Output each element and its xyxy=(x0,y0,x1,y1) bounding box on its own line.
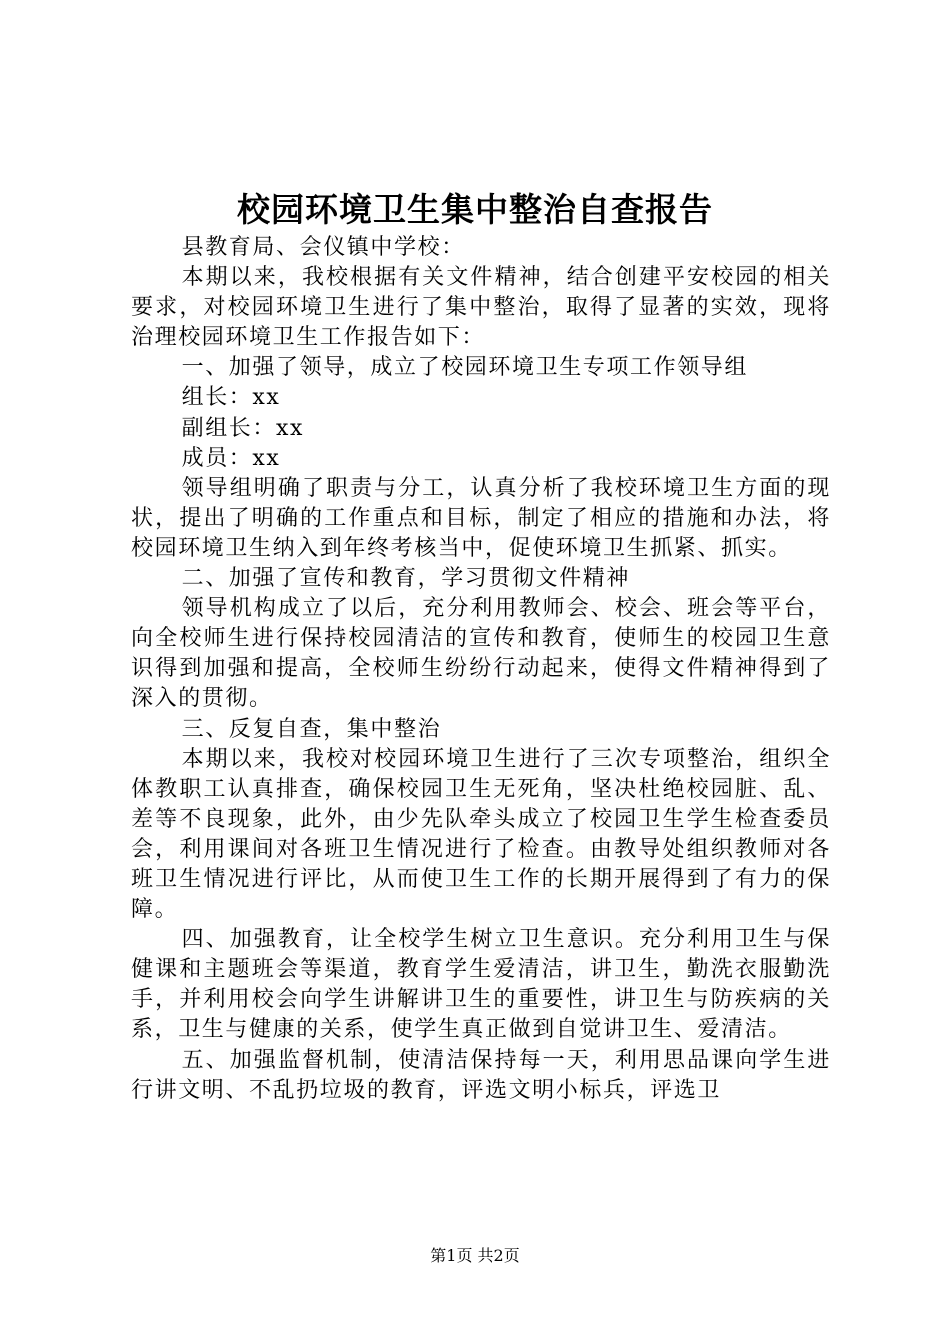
section-heading-1: 一、加强了领导，成立了校园环境卫生专项工作领导组 xyxy=(181,355,748,381)
paragraph-intro: 本期以来，我校根据有关文件精神，结合创建平安校园的相关要求，对校园环境卫生进行了集中整治，取得了显著的实效，现将治理校园环境卫生工作报告如下： xyxy=(131,265,831,351)
document-title: 校园环境卫生集中整治自查报告 xyxy=(237,190,713,229)
paragraph-deputy-leader: 副组长：xx xyxy=(181,415,305,441)
document-body xyxy=(131,233,831,1106)
paragraph-recipient: 县教育局、会仪镇中学校： xyxy=(181,235,465,260)
paragraph-section-3-body: 本期以来，我校对校园环境卫生进行了三次专项整治，组织全体教职工认真排查，确保校园卫生无死角，坚决杜绝校园脏、乱、差等不良现象，此外，由少先队牵头成立了校园卫生学生检查委员会，利用课间对各班卫生情况进行了检查。由教导处组织教师对各班卫生情况进行评比，从而使卫生工作的长期开展得到了有力的保障。 xyxy=(131,746,831,923)
paragraph-section-2-body: 领导机构成立了以后，充分利用教师会、校会、班会等平台，向全校师生进行保持校园清洁的宣传和教育，使师生的校园卫生意识得到加强和提高，全校师生纷纷行动起来，使得文件精神得到了深入的贯彻。 xyxy=(131,596,831,712)
section-heading-3: 三、反复自查，集中整治 xyxy=(181,716,442,742)
paragraph-section-5: 五、加强监督机制，使清洁保持每一天，利用思品课向学生进行讲文明、不乱扔垃圾的教育，评选文明小标兵，评选卫 xyxy=(131,1047,831,1103)
section-heading-2: 二、加强了宣传和教育，学习贯彻文件精神 xyxy=(181,566,630,592)
paragraph-leader: 组长：xx xyxy=(181,385,281,411)
paragraph-section-4: 四、加强教育，让全校学生树立卫生意识。充分利用卫生与保健课和主题班会等渠道，教育学生爱清洁，讲卫生，勤洗衣服勤洗手，并利用校会向学生讲解讲卫生的重要性，讲卫生与防疾病的关系，卫生与健康的关系，使学生真正做到自觉讲卫生、爱清洁。 xyxy=(131,927,831,1043)
page-footer: 第1页 共2页 xyxy=(430,1246,520,1265)
paragraph-members: 成员：xx xyxy=(181,445,281,471)
paragraph-section-1-body: 领导组明确了职责与分工，认真分析了我校环境卫生方面的现状，提出了明确的工作重点和目标，制定了相应的措施和办法，将校园环境卫生纳入到年终考核当中，促使环境卫生抓紧、抓实。 xyxy=(131,475,831,561)
